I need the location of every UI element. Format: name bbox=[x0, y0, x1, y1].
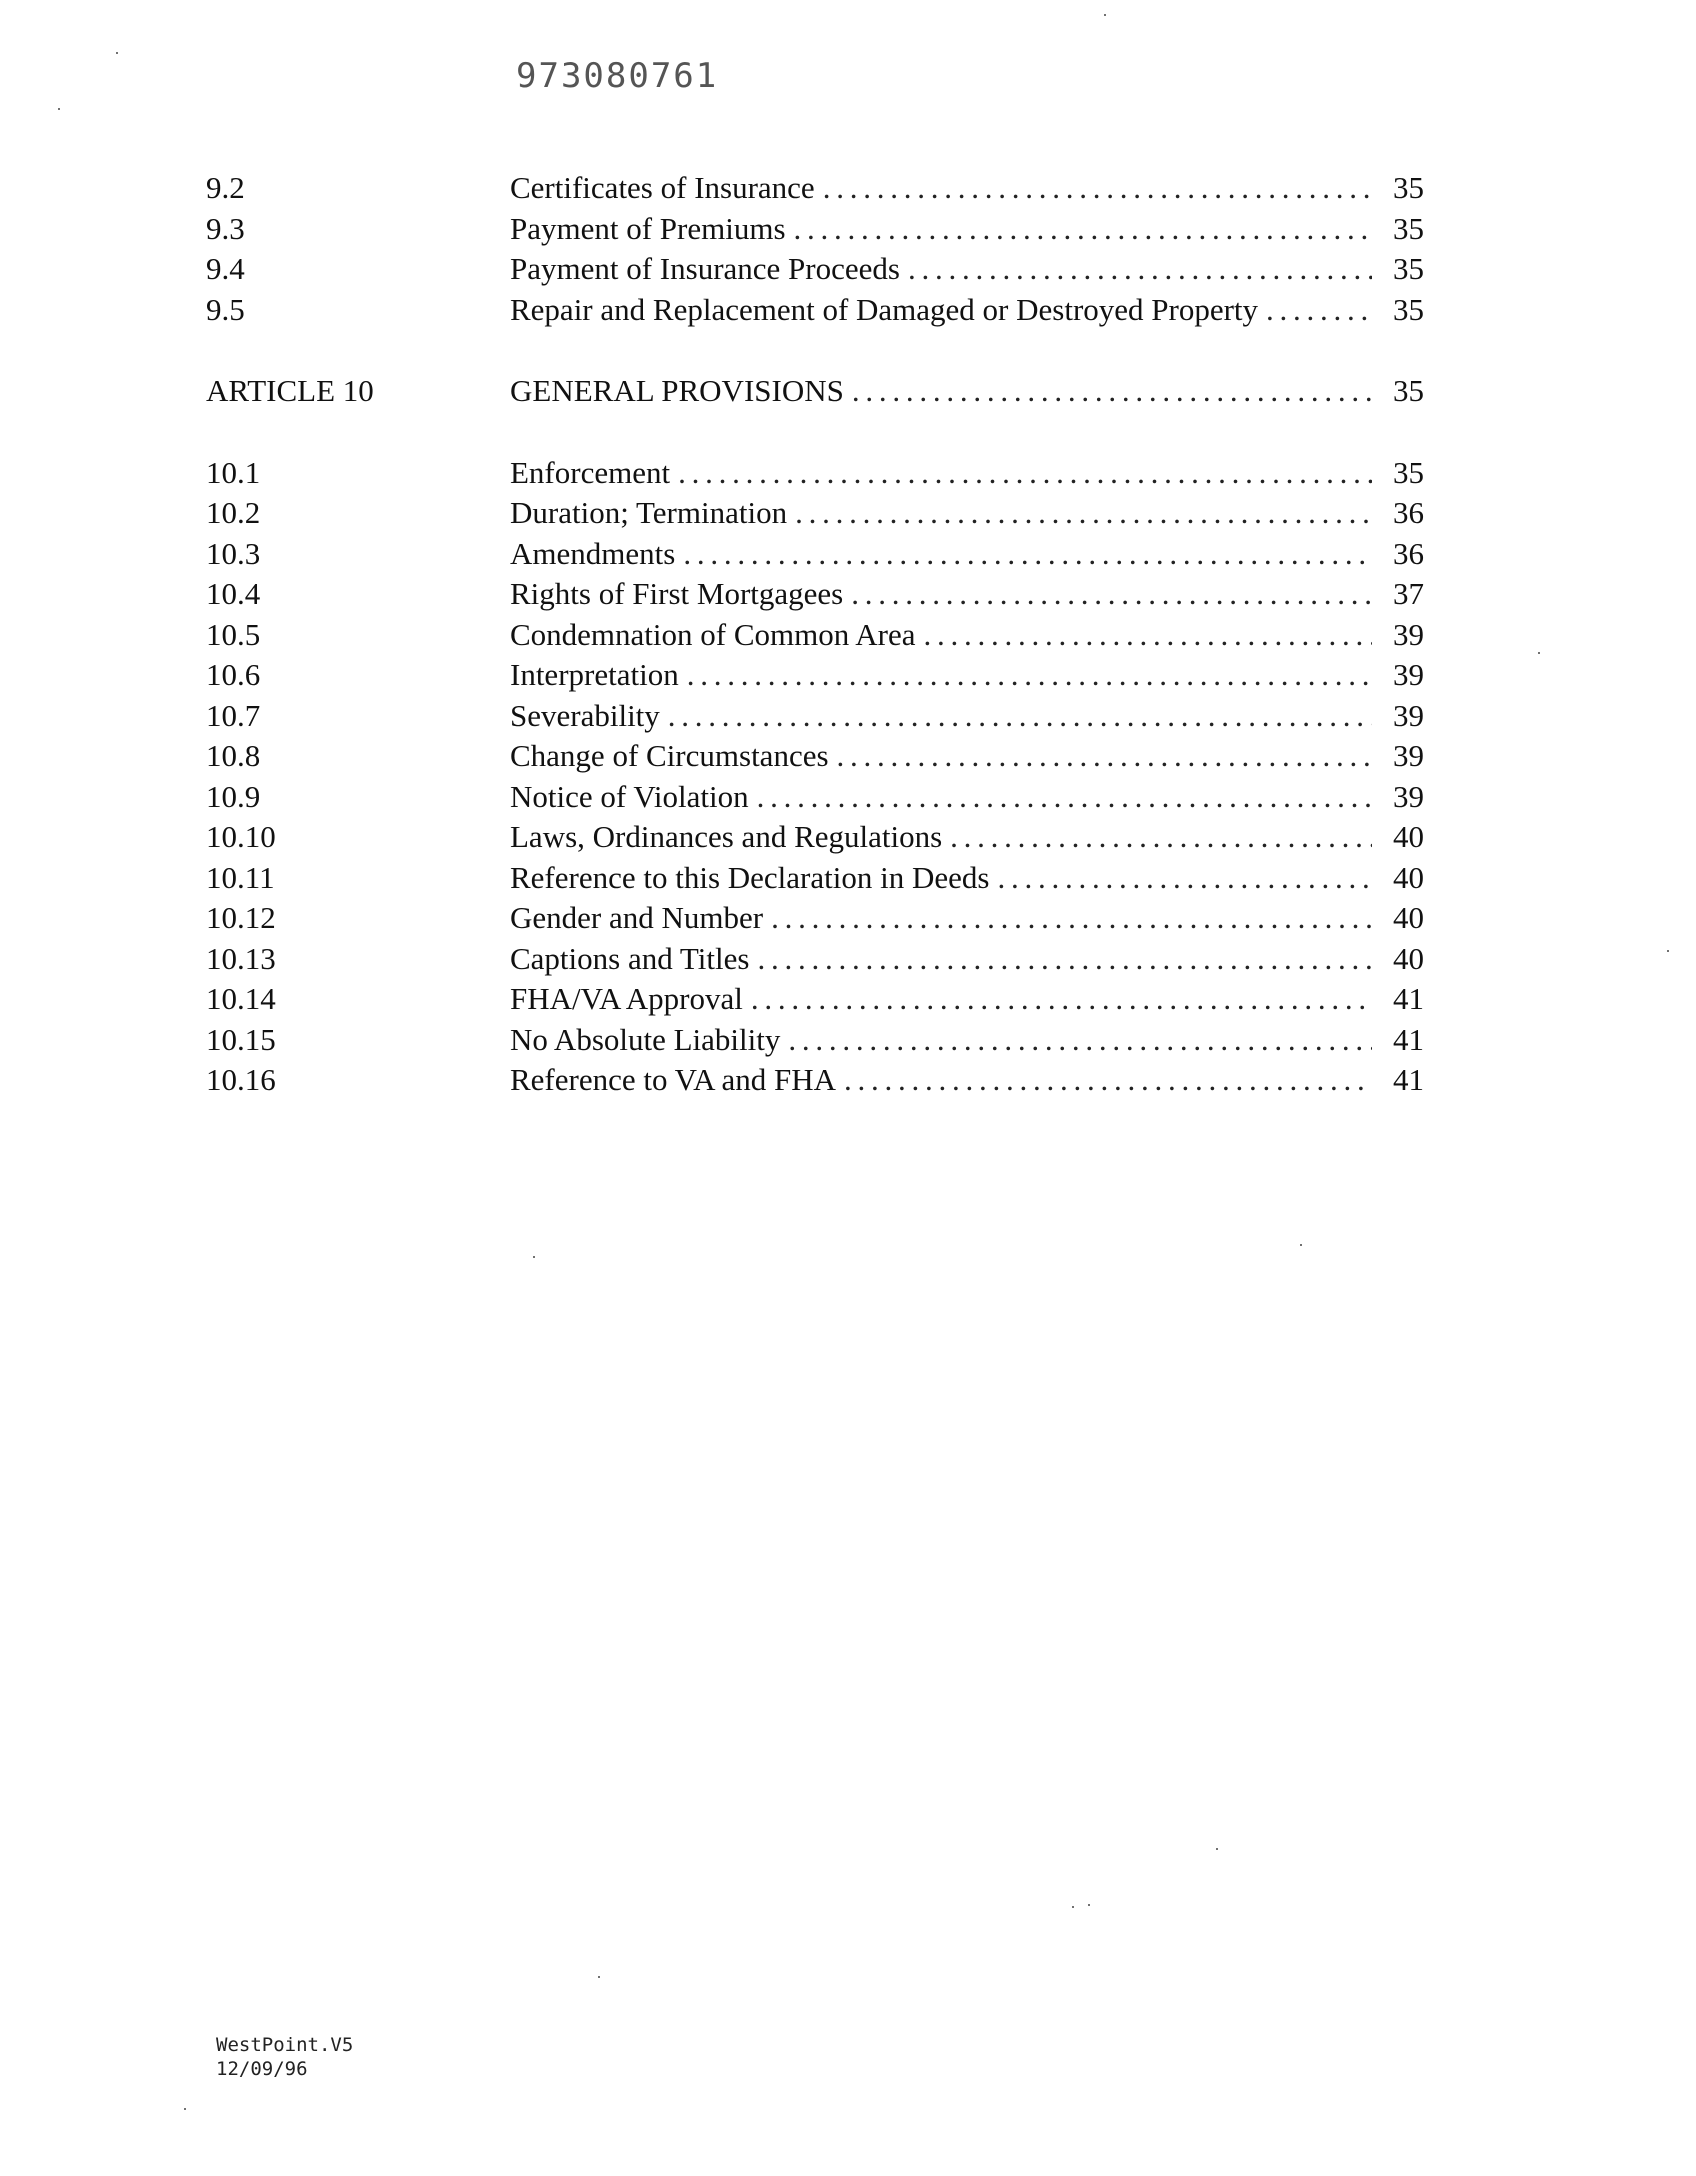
dot-leader bbox=[683, 534, 1372, 575]
toc-entry bbox=[206, 290, 1424, 331]
section-title: Rights of First Mortgagees bbox=[510, 576, 844, 611]
section-number: 10.2 bbox=[206, 495, 261, 530]
section-title: Change of Circumstances bbox=[510, 738, 829, 773]
scan-speck bbox=[1104, 14, 1106, 16]
scan-speck bbox=[1088, 1904, 1090, 1906]
dot-leader bbox=[757, 777, 1372, 818]
dot-leader bbox=[757, 939, 1372, 980]
page-number: 41 bbox=[1393, 981, 1424, 1016]
section-number: 10.11 bbox=[206, 859, 275, 895]
dot-leader bbox=[837, 736, 1372, 777]
page-number: 40 bbox=[1393, 859, 1424, 895]
section-number: 10.4 bbox=[206, 576, 261, 611]
scan-speck bbox=[58, 108, 60, 110]
section-title: FHA/VA Approval bbox=[510, 981, 743, 1016]
dot-leader bbox=[844, 1060, 1372, 1101]
toc-entry bbox=[206, 1060, 1424, 1101]
dot-leader bbox=[794, 209, 1372, 250]
scan-speck bbox=[184, 2108, 186, 2110]
section-number: 10.14 bbox=[206, 981, 276, 1016]
section-number: 9.3 bbox=[206, 210, 245, 246]
page-number: 39 bbox=[1393, 616, 1424, 652]
section-title: Notice of Violation bbox=[510, 778, 749, 814]
dot-leader bbox=[668, 696, 1372, 737]
section-number: 10.15 bbox=[206, 1021, 276, 1057]
toc-entry bbox=[206, 777, 1424, 818]
page-number: 35 bbox=[1393, 170, 1424, 205]
section-title: Interpretation bbox=[510, 657, 679, 692]
dot-leader bbox=[997, 858, 1372, 899]
section-number: 10.16 bbox=[206, 1062, 276, 1097]
section-number: 10.10 bbox=[206, 819, 276, 854]
dot-leader bbox=[771, 898, 1372, 939]
toc-entry bbox=[206, 858, 1424, 899]
dot-leader bbox=[788, 1020, 1372, 1061]
page-number: 36 bbox=[1393, 495, 1424, 530]
page-number: 37 bbox=[1393, 576, 1424, 611]
document-number: 973080761 bbox=[516, 56, 719, 96]
toc-entry bbox=[206, 574, 1424, 615]
toc-entry bbox=[206, 939, 1424, 980]
article-title: GENERAL PROVISIONS bbox=[510, 373, 844, 408]
section-number: 10.3 bbox=[206, 535, 261, 571]
section-title: Laws, Ordinances and Regulations bbox=[510, 819, 943, 854]
section-number: 10.8 bbox=[206, 738, 261, 773]
section-title: Reference to this Declaration in Deeds bbox=[510, 859, 990, 895]
page-number: 35 bbox=[1393, 291, 1424, 327]
scan-speck bbox=[116, 52, 118, 54]
section-title: Payment of Insurance Proceeds bbox=[510, 251, 900, 286]
toc-entry bbox=[206, 696, 1424, 737]
page-number: 36 bbox=[1393, 535, 1424, 571]
table-of-contents bbox=[206, 168, 1424, 1101]
section-title: Payment of Premiums bbox=[510, 210, 786, 246]
toc-entry bbox=[206, 168, 1424, 209]
section-title: Captions and Titles bbox=[510, 940, 750, 976]
dot-leader bbox=[751, 979, 1372, 1020]
scan-speck bbox=[598, 1976, 600, 1978]
toc-entry bbox=[206, 534, 1424, 575]
page-number: 35 bbox=[1393, 251, 1424, 286]
scan-speck bbox=[1538, 652, 1540, 654]
toc-entry bbox=[206, 453, 1424, 494]
toc-entry bbox=[206, 817, 1424, 858]
section-number: 9.5 bbox=[206, 291, 245, 327]
section-title: Condemnation of Common Area bbox=[510, 616, 916, 652]
dot-leader bbox=[908, 249, 1372, 290]
page-number: 40 bbox=[1393, 900, 1424, 935]
page-number: 41 bbox=[1393, 1021, 1424, 1057]
dot-leader bbox=[678, 453, 1372, 494]
dot-leader bbox=[851, 574, 1372, 615]
section-number: 10.12 bbox=[206, 900, 276, 935]
page-number: 39 bbox=[1393, 778, 1424, 814]
section-title: Reference to VA and FHA bbox=[510, 1062, 837, 1097]
dot-leader bbox=[687, 655, 1372, 696]
page-number: 35 bbox=[1393, 210, 1424, 246]
section-number: 10.7 bbox=[206, 697, 261, 733]
toc-entry bbox=[206, 615, 1424, 656]
section-title: Enforcement bbox=[510, 454, 671, 490]
footer-date: 12/09/96 bbox=[216, 2058, 308, 2080]
page-number: 35 bbox=[1393, 373, 1424, 408]
section-number: 9.4 bbox=[206, 251, 245, 286]
scan-speck bbox=[533, 1256, 535, 1258]
dot-leader bbox=[795, 493, 1372, 534]
dot-leader bbox=[823, 168, 1372, 209]
toc-entry bbox=[206, 249, 1424, 290]
section-title: Duration; Termination bbox=[510, 495, 788, 530]
page-number: 35 bbox=[1393, 454, 1424, 490]
section-title: Gender and Number bbox=[510, 900, 764, 935]
toc-article-heading bbox=[206, 371, 1424, 412]
footer bbox=[216, 2033, 353, 2081]
toc-entry bbox=[206, 209, 1424, 250]
scan-speck bbox=[1300, 1244, 1302, 1246]
scan-speck bbox=[1667, 950, 1669, 952]
section-title: No Absolute Liability bbox=[510, 1021, 781, 1057]
page-number: 39 bbox=[1393, 738, 1424, 773]
dot-leader bbox=[852, 371, 1372, 412]
dot-leader bbox=[1266, 290, 1372, 331]
toc-entry bbox=[206, 493, 1424, 534]
page-number: 40 bbox=[1393, 819, 1424, 854]
scan-speck bbox=[1216, 1848, 1218, 1850]
dot-leader bbox=[950, 817, 1372, 858]
section-number: 10.6 bbox=[206, 657, 261, 692]
dot-leader bbox=[924, 615, 1372, 656]
scan-speck bbox=[1072, 1906, 1074, 1908]
section-title: Severability bbox=[510, 697, 660, 733]
toc-entry bbox=[206, 979, 1424, 1020]
page-number: 39 bbox=[1393, 697, 1424, 733]
page-number: 40 bbox=[1393, 940, 1424, 976]
section-number: 10.1 bbox=[206, 454, 261, 490]
section-title: Repair and Replacement of Damaged or Destroyed Property bbox=[510, 291, 1259, 327]
toc-entry bbox=[206, 898, 1424, 939]
page-number: 41 bbox=[1393, 1062, 1424, 1097]
section-number: 10.5 bbox=[206, 616, 261, 652]
section-number: 10.9 bbox=[206, 778, 261, 814]
toc-entry bbox=[206, 1020, 1424, 1061]
toc-entry bbox=[206, 655, 1424, 696]
section-title: Certificates of Insurance bbox=[510, 170, 815, 205]
section-number: 9.2 bbox=[206, 170, 245, 205]
toc-entry bbox=[206, 736, 1424, 777]
section-number: 10.13 bbox=[206, 940, 276, 976]
page-number: 39 bbox=[1393, 657, 1424, 692]
section-title: Amendments bbox=[510, 535, 676, 571]
article-number: ARTICLE 10 bbox=[206, 373, 374, 408]
footer-filename: WestPoint.V5 bbox=[216, 2034, 354, 2056]
